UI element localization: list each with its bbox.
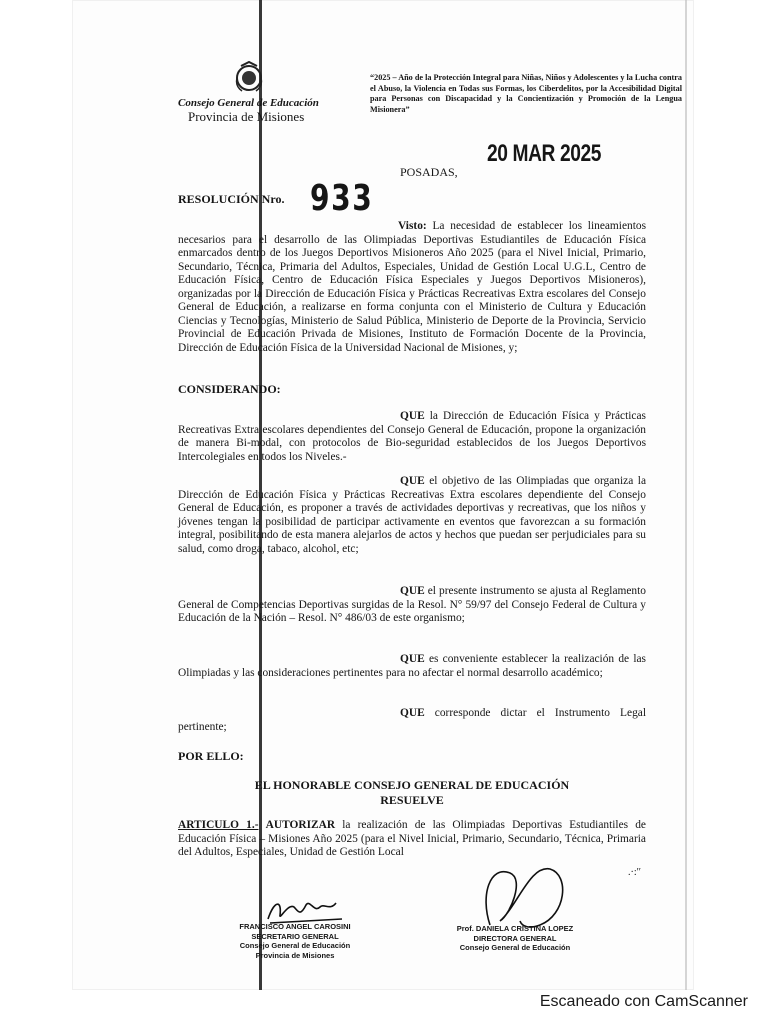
signature-right-icon xyxy=(470,855,580,935)
article-1 xyxy=(178,819,646,860)
considerando-text: es conveniente establecer la realización de las Olimpiadas y las consideraciones pertinentes para no afectar el normal desarrollo académico; xyxy=(178,653,646,679)
article-1-label: ARTICULO 1.- xyxy=(178,819,259,831)
article-1-verb: AUTORIZAR xyxy=(265,819,336,831)
signer-org: Consejo General de Educación xyxy=(239,941,351,950)
council-heading xyxy=(178,778,646,808)
que-lead: QUE xyxy=(400,585,425,597)
place-label: POSADAS, xyxy=(400,165,458,179)
signature-block-right xyxy=(440,924,590,953)
org-name: Consejo General de Educación xyxy=(178,97,319,109)
council-name: EL HONORABLE CONSEJO GENERAL DE EDUCACIÓN xyxy=(254,778,570,792)
signature-block-left xyxy=(205,922,385,960)
considerando-text: la Dirección de Educación Física y Prácticas Recreativas Extra escolares dependientes del Consejo General de Educación, propone la organización de manera Bi-modal, con protocolos de Bio-seguridad establecidos de los Juegos Deportivos Intercolegiales en todos los Niveles.- xyxy=(178,410,646,463)
considerando-title: CONSIDERANDO: xyxy=(178,382,281,396)
provincial-seal-icon xyxy=(232,60,266,94)
que-lead: QUE xyxy=(400,707,425,719)
resolution-number: 933 xyxy=(310,178,374,219)
signer-name: FRANCISCO ANGEL CAROSINI xyxy=(239,922,351,931)
considerando-item xyxy=(178,585,646,626)
considerando-item xyxy=(178,707,646,734)
signer-role: SECRETARIO GENERAL xyxy=(251,931,339,941)
visto-text: La necesidad de establecer los lineamientos necesarios para el desarrollo de las Olimpiadas Deportivas Estudiantiles de Educación Física enmarcados dentro de los Juegos Deportivos Misioneros Año 2025 (para el Nivel Inicial, Primario, Secundario, Técnica, Primaria del Adultos, Especiales, Unidad de Gestión Local U.G.L, Centro de Educación Física, Centro de Educación Física Especiales y Juegos Deportivos Misioneros), organizadas por la Dirección de Educación Física y Prácticas Recreativas Extra escolares del Consejo General de Educación, a realizarse en forma conjunta con el Ministerio de Cultura y Educación Ciencias y Tecnologías, Ministerio de Salud Pública, Ministerio de Deporte de la Provincia, Servicio Provincial de Educación Privada de Misiones, Instituto de Formación Docente de la Provincia, Dirección de Educación Física de la Universidad Nacional de Misiones, y; xyxy=(178,220,647,354)
resuelve-label: RESUELVE xyxy=(380,793,444,807)
considerando-item xyxy=(178,475,646,556)
signer-name: Prof. DANIELA CRISTINA LOPEZ xyxy=(456,924,574,933)
visto-lead: Visto: xyxy=(398,220,427,232)
considerando-text: corresponde dictar el Instrumento Legal pertinente; xyxy=(178,707,646,733)
signer-role: DIRECTORA GENERAL xyxy=(473,933,557,943)
official-motto: “2025 – Año de la Protección Integral para Niñas, Niños y Adolescentes y la Lucha contra el Abuso, la Violencia en Todas sus Formas, los Ciberdelitos, por la Accesibilidad Digital para Personas con Discapacidad y la Concientización y Promoción de la Lengua Misionera” xyxy=(370,73,682,114)
considerando-text: el presente instrumento se ajusta al Reglamento General de Competencias Deportivas surgidas de la Resol. N° 59/97 del Consejo Federal de Cultura y Educación de la Nación – Resol. N° 486/03 de este organismo; xyxy=(178,585,646,624)
scan-marks: .·:ʹʹ xyxy=(628,867,641,878)
resolution-label: RESOLUCIÓN Nro. xyxy=(178,192,285,206)
camscanner-watermark: Escaneado con CamScanner xyxy=(539,993,748,1010)
que-lead: QUE xyxy=(400,410,425,422)
que-lead: QUE xyxy=(400,653,425,665)
province-name: Provincia de Misiones xyxy=(188,109,305,124)
date-stamp: 20 MAR 2025 xyxy=(487,140,602,167)
scan-edge-line xyxy=(685,0,687,990)
por-ello-label: POR ELLO: xyxy=(178,749,244,763)
article-1-text: la realización de las Olimpiadas Deportivas Estudiantiles de Educación Física – Misiones Año 2025 (para el Nivel Inicial, Primario, Secundario, Técnica, Primaria del Adultos, Especiales, Unidad de Gestión Local xyxy=(178,819,646,858)
signer-province: Provincia de Misiones xyxy=(255,950,335,960)
visto-paragraph xyxy=(178,220,646,355)
signer-org: Consejo General de Educación xyxy=(459,943,571,952)
considerando-text: el objetivo de las Olimpiadas que organiza la Dirección de Educación Física y Prácticas Recreativas Extra escolares dependiente del Consejo General de Educación, es proponer a través de actividades deportivas y recreativas, que los niños y jóvenes tengan la posibilidad de participar activamente en eventos que favorezcan a su formación integral, posibilitando de esta manera alejarlos de actos y hechos que puedan ser perjudiciales para su salud, como droga, tabaco, alcohol, etc; xyxy=(178,475,646,555)
que-lead: QUE xyxy=(400,475,425,487)
considerando-item xyxy=(178,653,646,680)
considerando-item xyxy=(178,410,646,464)
